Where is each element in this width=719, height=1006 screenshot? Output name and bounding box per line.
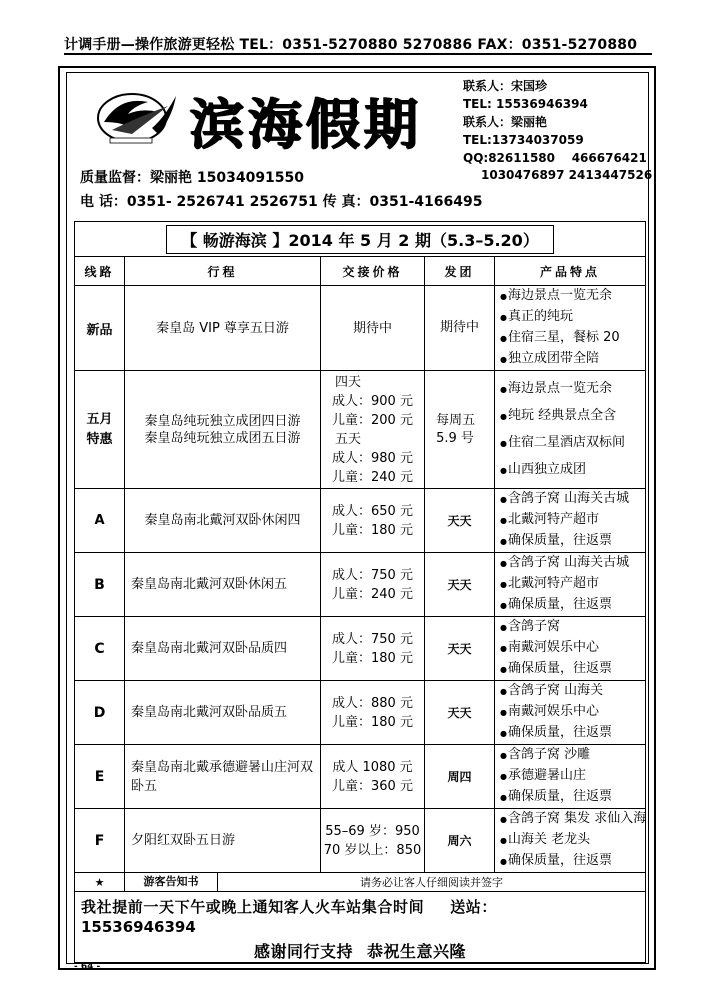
feature-item: ● 确保质量，往返票 (500, 787, 645, 808)
contact-line: 联系人：宋国珍 (463, 79, 548, 93)
route-text: 秦皇岛南北戴河双卧品质四 (131, 641, 288, 656)
assembly-notice (75, 892, 645, 917)
row-departure: 天天 (425, 489, 495, 553)
row-route (125, 489, 321, 553)
route-text: 秦皇岛南北戴河双卧品质五 (131, 705, 288, 720)
row-route (125, 809, 321, 873)
bottom-notice (75, 892, 646, 963)
row-departure: 周六 (425, 809, 495, 873)
row-price (321, 617, 425, 681)
row-price (321, 809, 425, 873)
feature-item: ● 海边景点一览无余 (500, 376, 645, 403)
feature-item: ● 确保质量，往返票 (500, 851, 645, 872)
price-text: 成人：900 元 (332, 393, 413, 409)
row-departure: 周四 (425, 745, 495, 809)
row-features (495, 371, 646, 489)
price-text: 儿童：180 元 (332, 650, 413, 666)
table-row (75, 681, 646, 745)
table-row (75, 809, 646, 873)
price-text: 儿童：180 元 (332, 714, 413, 730)
wish-text: 恭祝生意兴隆 (367, 942, 467, 961)
price-text: 成人 1080 元 (332, 759, 413, 775)
col-header-departure: 发团 (425, 257, 495, 286)
feature-item: ● 住宿二星酒店双标间 (500, 430, 645, 457)
notice-text: 请务必让客人仔细阅读并签字 (360, 876, 504, 889)
thanks-line (75, 939, 645, 962)
quality-supervision: 质量监督：梁丽艳 15034091550 (80, 170, 305, 186)
feature-item: ● 承德避暑山庄 (500, 766, 645, 787)
row-line: D (75, 681, 125, 745)
row-route (125, 371, 321, 489)
row-departure: 天天 (425, 681, 495, 745)
bottom-notice-row (75, 892, 646, 963)
table-row (75, 489, 646, 553)
route-text: 秦皇岛纯玩独立成团四日游 (144, 413, 301, 429)
price-text: 成人：650 元 (332, 503, 413, 519)
phone-fax-line: 电 话：0351- 2526741 2526751 传 真：0351-4166495 (80, 194, 483, 210)
row-route (125, 553, 321, 617)
price-text: 期待中 (352, 320, 392, 336)
row-price (321, 286, 425, 371)
col-header-route: 行程 (125, 257, 321, 286)
thanks-text: 感谢同行支持 (254, 942, 354, 961)
row-line: 新品 (75, 286, 125, 371)
price-text: 成人：750 元 (332, 631, 413, 647)
row-line-text: 五月特惠 (86, 411, 113, 447)
table-row (75, 617, 646, 681)
row-line: C (75, 617, 125, 681)
row-features (495, 286, 646, 371)
feature-item: ● 确保质量，往返票 (500, 659, 645, 680)
feature-item: ● 山西独立成团 (500, 457, 645, 484)
row-price (321, 745, 425, 809)
feature-item: ● 南戴河娱乐中心 (500, 702, 645, 723)
col-header-line: 线路 (75, 257, 125, 286)
feature-item: ● 北戴河特产超市 (500, 510, 645, 531)
col-header-features: 产品特点 (495, 257, 646, 286)
price-text: 儿童：360 元 (332, 778, 413, 794)
row-line: B (75, 553, 125, 617)
send-label: 送站： (450, 898, 498, 916)
price-text: 儿童：240 元 (332, 586, 413, 602)
row-price (321, 553, 425, 617)
price-text: 四天 (335, 374, 362, 390)
feature-item: ● 含鸽子窝 山海关古城 (500, 553, 645, 574)
qq-line-2: 1030476897 2413447526 (481, 168, 653, 182)
price-text: 儿童：240 元 (332, 469, 413, 485)
feature-item: ● 确保质量，往返票 (500, 723, 645, 744)
contact-line: QQ:82611580 466676421 (463, 151, 647, 165)
feature-item: ● 山海关 老龙头 (500, 830, 645, 851)
row-features (495, 809, 646, 873)
row-departure (425, 371, 495, 489)
contact-line: TEL: 15536946394 (463, 97, 588, 111)
contact-block (463, 77, 647, 167)
route-text: 秦皇岛 VIP 尊享五日游 (156, 320, 289, 336)
feature-item: ● 北戴河特产超市 (500, 574, 645, 595)
assembly-notice-text: 我社提前一天下午或晚上通知客人火车站集合时间 (81, 898, 425, 916)
page-header: 计调手册—操作旅游更轻松 TEL：0351-5270880 5270886 FAX：0351-5270880 (64, 37, 638, 53)
row-route (125, 617, 321, 681)
route-text: 秦皇岛南北戴河双卧休闲五 (131, 577, 288, 592)
price-text: 儿童：200 元 (332, 412, 413, 428)
table-row (75, 745, 646, 809)
table-title (75, 222, 646, 257)
table-row (75, 553, 646, 617)
table-row (75, 286, 646, 371)
price-text: 55–69 岁：950 (325, 823, 420, 839)
price-text: 70 岁以上：850 (323, 842, 422, 858)
star-icon: ★ (75, 873, 125, 892)
feature-item: ● 南戴河娱乐中心 (500, 638, 645, 659)
page-number: - 64 - (74, 962, 101, 972)
route-text: 秦皇岛纯玩独立成团五日游 (144, 430, 301, 446)
feature-item: ● 确保质量，往返票 (500, 531, 645, 552)
row-price (321, 681, 425, 745)
notice-label: 游客告知书 (125, 873, 218, 891)
col-header-price: 交接价格 (321, 257, 425, 286)
row-line: A (75, 489, 125, 553)
feature-item: ● 真正的纯玩 (500, 307, 645, 328)
feature-item: ● 含鸽子窝 (500, 617, 645, 638)
route-text: 秦皇岛南北戴承德避暑山庄河双卧五 (131, 759, 314, 794)
feature-item: ● 含鸽子窝 沙雕 (500, 745, 645, 766)
row-route (125, 681, 321, 745)
contact-line: 联系人：梁丽艳 (463, 115, 548, 129)
price-text: 五天 (335, 431, 362, 447)
row-features (495, 489, 646, 553)
feature-item: ● 含鸽子窝 山海关 (500, 681, 645, 702)
feature-item: ● 含鸽子窝 山海关古城 (500, 489, 645, 510)
row-features (495, 681, 646, 745)
send-phone: 15536946394 (81, 918, 196, 936)
itinerary-table (74, 221, 646, 963)
table-title-text: 【 畅游海滨 】2014 年 5 月 2 期（5.3–5.20） (166, 225, 554, 254)
feature-item: ● 纯玩 经典景点全含 (500, 403, 645, 430)
row-route (125, 745, 321, 809)
row-line (75, 371, 125, 489)
notice-cell (125, 873, 646, 892)
row-features (495, 745, 646, 809)
table-row (75, 371, 646, 489)
brand-logo-icon (92, 88, 180, 150)
price-text: 成人：980 元 (332, 450, 413, 466)
row-features (495, 553, 646, 617)
table-header-row (75, 257, 646, 286)
feature-item: ● 独立成团带全陪 (500, 349, 645, 370)
departure-text: 每周五 5.9 号 (436, 412, 476, 446)
route-text: 夕阳红双卧五日游 (131, 833, 236, 848)
header-rule (64, 53, 652, 55)
row-price (321, 371, 425, 489)
row-departure: 期待中 (425, 286, 495, 371)
row-departure: 天天 (425, 553, 495, 617)
notice-row (75, 873, 646, 892)
brand-name: 滨海假期 (190, 93, 422, 156)
feature-item: ● 住宿三星，餐标 20 (500, 328, 645, 349)
route-text: 秦皇岛南北戴河双卧休闲四 (144, 513, 301, 528)
feature-item: ● 确保质量，往返票 (500, 595, 645, 616)
feature-item: ● 海边景点一览无余 (500, 286, 645, 307)
row-features (495, 617, 646, 681)
row-price (321, 489, 425, 553)
row-departure: 天天 (425, 617, 495, 681)
price-text: 成人：750 元 (332, 567, 413, 583)
price-text: 成人：880 元 (332, 695, 413, 711)
feature-item: ● 含鸽子窝 集发 求仙入海 (500, 809, 645, 830)
row-line: F (75, 809, 125, 873)
price-text: 儿童：180 元 (332, 522, 413, 538)
row-line: E (75, 745, 125, 809)
row-route (125, 286, 321, 371)
contact-line: TEL:13734037059 (463, 133, 584, 147)
